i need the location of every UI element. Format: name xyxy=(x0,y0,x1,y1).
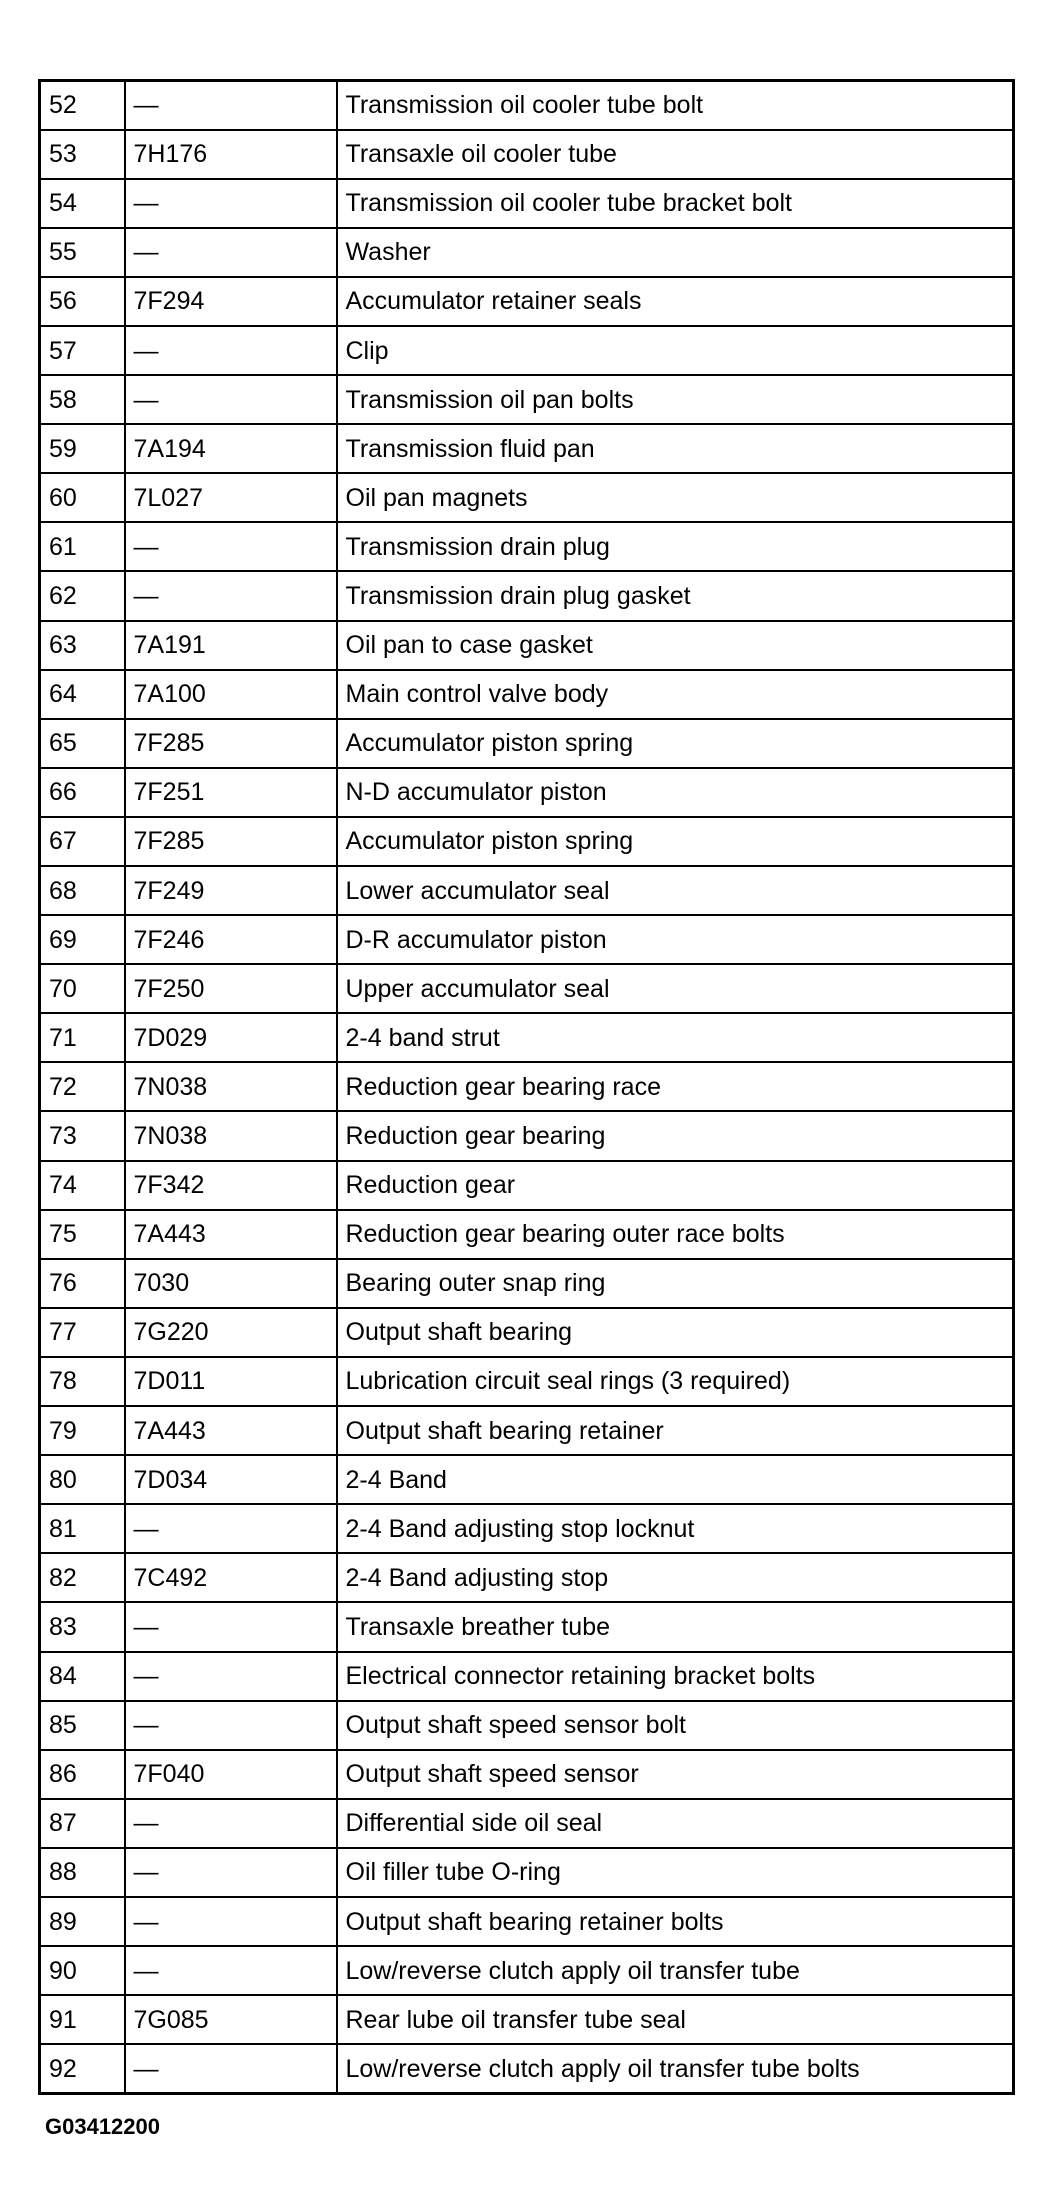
item-number-cell: 56 xyxy=(40,277,125,326)
part-number-cell: — xyxy=(125,1652,337,1701)
description-cell: Output shaft bearing xyxy=(337,1308,1014,1357)
item-number-cell: 67 xyxy=(40,817,125,866)
item-number-cell: 80 xyxy=(40,1455,125,1504)
part-number-cell: 7F285 xyxy=(125,817,337,866)
description-cell: 2-4 Band adjusting stop xyxy=(337,1553,1014,1602)
description-cell: Transmission oil pan bolts xyxy=(337,375,1014,424)
table-row xyxy=(40,326,1014,375)
part-number-cell: 7D011 xyxy=(125,1357,337,1406)
description-cell: Transmission oil cooler tube bolt xyxy=(337,81,1014,130)
description-cell: Output shaft bearing retainer bolts xyxy=(337,1897,1014,1946)
table-row xyxy=(40,719,1014,768)
table-row xyxy=(40,1504,1014,1553)
part-number-cell: 7D029 xyxy=(125,1013,337,1062)
part-number-cell: — xyxy=(125,179,337,228)
item-number-cell: 77 xyxy=(40,1308,125,1357)
description-cell: 2-4 Band adjusting stop locknut xyxy=(337,1504,1014,1553)
table-row xyxy=(40,1406,1014,1455)
parts-legend-table xyxy=(38,79,1015,2095)
part-number-cell: 7A443 xyxy=(125,1406,337,1455)
description-cell: Transmission drain plug gasket xyxy=(337,571,1014,620)
part-number-cell: — xyxy=(125,81,337,130)
table-row xyxy=(40,179,1014,228)
table-row xyxy=(40,1013,1014,1062)
description-cell: Differential side oil seal xyxy=(337,1799,1014,1848)
part-number-cell: 7030 xyxy=(125,1259,337,1308)
item-number-cell: 91 xyxy=(40,1995,125,2044)
part-number-cell: — xyxy=(125,228,337,277)
item-number-cell: 62 xyxy=(40,571,125,620)
part-number-cell: 7G220 xyxy=(125,1308,337,1357)
description-cell: 2-4 Band xyxy=(337,1455,1014,1504)
description-cell: Oil filler tube O-ring xyxy=(337,1848,1014,1897)
description-cell: 2-4 band strut xyxy=(337,1013,1014,1062)
item-number-cell: 86 xyxy=(40,1750,125,1799)
table-row xyxy=(40,1897,1014,1946)
item-number-cell: 59 xyxy=(40,424,125,473)
table-row xyxy=(40,1308,1014,1357)
description-cell: Transaxle breather tube xyxy=(337,1602,1014,1651)
table-row xyxy=(40,1161,1014,1210)
table-row xyxy=(40,1701,1014,1750)
part-number-cell: 7C492 xyxy=(125,1553,337,1602)
description-cell: Transmission drain plug xyxy=(337,522,1014,571)
parts-table-body xyxy=(40,81,1014,2094)
description-cell: Transaxle oil cooler tube xyxy=(337,130,1014,179)
description-cell: Accumulator piston spring xyxy=(337,817,1014,866)
part-number-cell: 7G085 xyxy=(125,1995,337,2044)
part-number-cell: 7F249 xyxy=(125,866,337,915)
item-number-cell: 89 xyxy=(40,1897,125,1946)
part-number-cell: 7F285 xyxy=(125,719,337,768)
part-number-cell: — xyxy=(125,326,337,375)
part-number-cell: — xyxy=(125,375,337,424)
item-number-cell: 71 xyxy=(40,1013,125,1062)
item-number-cell: 90 xyxy=(40,1946,125,1995)
item-number-cell: 69 xyxy=(40,915,125,964)
description-cell: Low/reverse clutch apply oil transfer tube xyxy=(337,1946,1014,1995)
item-number-cell: 73 xyxy=(40,1111,125,1160)
item-number-cell: 83 xyxy=(40,1602,125,1651)
item-number-cell: 60 xyxy=(40,473,125,522)
figure-code: G03412200 xyxy=(45,2114,160,2139)
description-cell: Accumulator retainer seals xyxy=(337,277,1014,326)
description-cell: Reduction gear xyxy=(337,1161,1014,1210)
description-cell: Electrical connector retaining bracket bolts xyxy=(337,1652,1014,1701)
part-number-cell: 7F246 xyxy=(125,915,337,964)
part-number-cell: 7N038 xyxy=(125,1062,337,1111)
table-row xyxy=(40,375,1014,424)
table-row xyxy=(40,1455,1014,1504)
part-number-cell: — xyxy=(125,522,337,571)
part-number-cell: — xyxy=(125,1946,337,1995)
part-number-cell: — xyxy=(125,571,337,620)
description-cell: Transmission fluid pan xyxy=(337,424,1014,473)
table-row xyxy=(40,1652,1014,1701)
item-number-cell: 84 xyxy=(40,1652,125,1701)
description-cell: Rear lube oil transfer tube seal xyxy=(337,1995,1014,2044)
item-number-cell: 87 xyxy=(40,1799,125,1848)
table-row xyxy=(40,81,1014,130)
item-number-cell: 88 xyxy=(40,1848,125,1897)
item-number-cell: 65 xyxy=(40,719,125,768)
table-row xyxy=(40,964,1014,1013)
description-cell: Reduction gear bearing race xyxy=(337,1062,1014,1111)
table-row xyxy=(40,2044,1014,2093)
table-row xyxy=(40,1602,1014,1651)
table-row xyxy=(40,424,1014,473)
item-number-cell: 53 xyxy=(40,130,125,179)
table-row xyxy=(40,522,1014,571)
description-cell: Reduction gear bearing xyxy=(337,1111,1014,1160)
description-cell: Accumulator piston spring xyxy=(337,719,1014,768)
table-row xyxy=(40,1750,1014,1799)
part-number-cell: 7L027 xyxy=(125,473,337,522)
part-number-cell: 7D034 xyxy=(125,1455,337,1504)
table-row xyxy=(40,277,1014,326)
description-cell: Upper accumulator seal xyxy=(337,964,1014,1013)
item-number-cell: 81 xyxy=(40,1504,125,1553)
part-number-cell: 7A194 xyxy=(125,424,337,473)
item-number-cell: 74 xyxy=(40,1161,125,1210)
description-cell: Lower accumulator seal xyxy=(337,866,1014,915)
item-number-cell: 63 xyxy=(40,621,125,670)
part-number-cell: 7A100 xyxy=(125,670,337,719)
table-row xyxy=(40,1799,1014,1848)
description-cell: Transmission oil cooler tube bracket bolt xyxy=(337,179,1014,228)
item-number-cell: 82 xyxy=(40,1553,125,1602)
part-number-cell: 7F294 xyxy=(125,277,337,326)
item-number-cell: 85 xyxy=(40,1701,125,1750)
part-number-cell: 7A443 xyxy=(125,1210,337,1259)
item-number-cell: 52 xyxy=(40,81,125,130)
item-number-cell: 61 xyxy=(40,522,125,571)
part-number-cell: 7F342 xyxy=(125,1161,337,1210)
part-number-cell: — xyxy=(125,1799,337,1848)
item-number-cell: 72 xyxy=(40,1062,125,1111)
description-cell: Reduction gear bearing outer race bolts xyxy=(337,1210,1014,1259)
item-number-cell: 68 xyxy=(40,866,125,915)
part-number-cell: 7F251 xyxy=(125,768,337,817)
part-number-cell: — xyxy=(125,1897,337,1946)
item-number-cell: 79 xyxy=(40,1406,125,1455)
description-cell: Bearing outer snap ring xyxy=(337,1259,1014,1308)
table-row xyxy=(40,817,1014,866)
item-number-cell: 57 xyxy=(40,326,125,375)
description-cell: Output shaft speed sensor bolt xyxy=(337,1701,1014,1750)
table-row xyxy=(40,670,1014,719)
item-number-cell: 58 xyxy=(40,375,125,424)
description-cell: Clip xyxy=(337,326,1014,375)
table-row xyxy=(40,768,1014,817)
part-number-cell: 7F250 xyxy=(125,964,337,1013)
table-row xyxy=(40,571,1014,620)
description-cell: Output shaft bearing retainer xyxy=(337,1406,1014,1455)
item-number-cell: 78 xyxy=(40,1357,125,1406)
table-row xyxy=(40,1848,1014,1897)
part-number-cell: 7A191 xyxy=(125,621,337,670)
item-number-cell: 55 xyxy=(40,228,125,277)
table-row xyxy=(40,1210,1014,1259)
table-row xyxy=(40,473,1014,522)
description-cell: Main control valve body xyxy=(337,670,1014,719)
part-number-cell: — xyxy=(125,1504,337,1553)
description-cell: Output shaft speed sensor xyxy=(337,1750,1014,1799)
description-cell: D-R accumulator piston xyxy=(337,915,1014,964)
table-row xyxy=(40,915,1014,964)
part-number-cell: 7F040 xyxy=(125,1750,337,1799)
item-number-cell: 92 xyxy=(40,2044,125,2093)
item-number-cell: 75 xyxy=(40,1210,125,1259)
description-cell: N-D accumulator piston xyxy=(337,768,1014,817)
description-cell: Oil pan magnets xyxy=(337,473,1014,522)
item-number-cell: 76 xyxy=(40,1259,125,1308)
part-number-cell: — xyxy=(125,1848,337,1897)
part-number-cell: — xyxy=(125,1602,337,1651)
table-row xyxy=(40,130,1014,179)
item-number-cell: 70 xyxy=(40,964,125,1013)
table-row xyxy=(40,1259,1014,1308)
description-cell: Lubrication circuit seal rings (3 required) xyxy=(337,1357,1014,1406)
table-row xyxy=(40,1995,1014,2044)
description-cell: Low/reverse clutch apply oil transfer tube bolts xyxy=(337,2044,1014,2093)
item-number-cell: 66 xyxy=(40,768,125,817)
description-cell: Washer xyxy=(337,228,1014,277)
item-number-cell: 54 xyxy=(40,179,125,228)
description-cell: Oil pan to case gasket xyxy=(337,621,1014,670)
part-number-cell: 7N038 xyxy=(125,1111,337,1160)
table-row xyxy=(40,1553,1014,1602)
item-number-cell: 64 xyxy=(40,670,125,719)
table-row xyxy=(40,1946,1014,1995)
table-row xyxy=(40,621,1014,670)
table-row xyxy=(40,228,1014,277)
table-row xyxy=(40,866,1014,915)
table-row xyxy=(40,1357,1014,1406)
table-row xyxy=(40,1111,1014,1160)
part-number-cell: 7H176 xyxy=(125,130,337,179)
part-number-cell: — xyxy=(125,1701,337,1750)
part-number-cell: — xyxy=(125,2044,337,2093)
table-row xyxy=(40,1062,1014,1111)
